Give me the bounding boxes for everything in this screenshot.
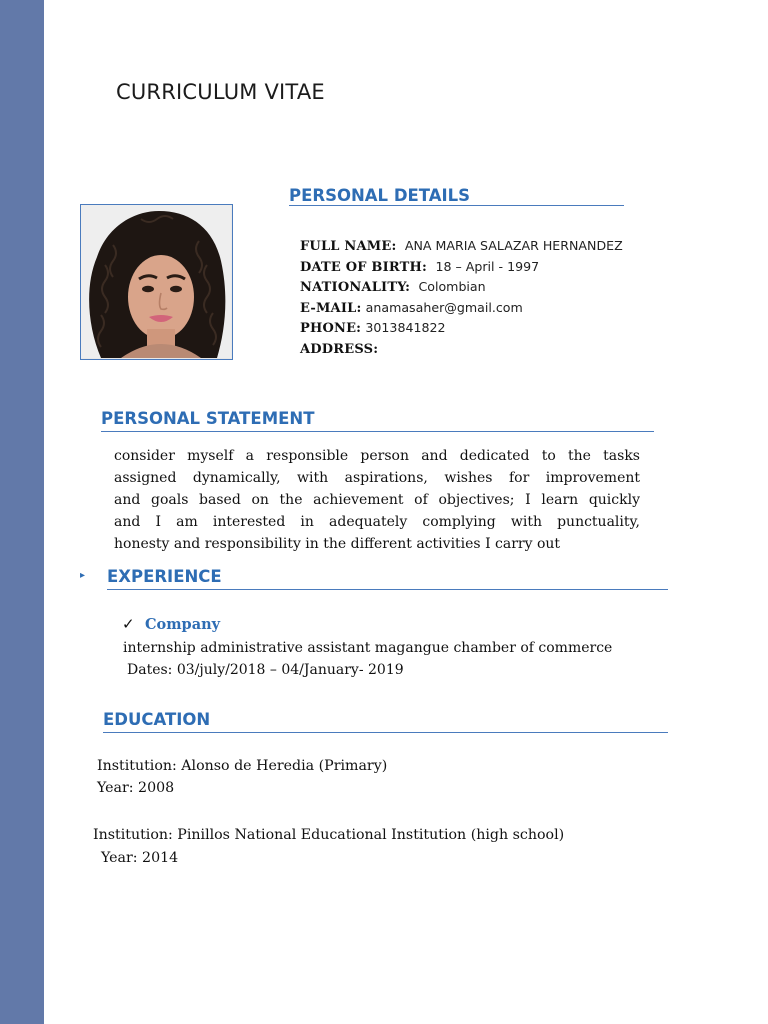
- education-heading: EDUCATION: [103, 710, 211, 729]
- statement-line: and goals based on the achievement of objectives; I learn quickly: [114, 492, 640, 508]
- education-institution: Institution: Pinillos National Educational Institution (high school): [93, 827, 565, 843]
- company-label: Company: [145, 616, 221, 633]
- statement-line: honesty and responsibility in the different activities I carry out: [114, 536, 561, 552]
- personal-details-list: [300, 236, 623, 360]
- experience-rule: [107, 589, 668, 590]
- statement-line: consider myself a responsible person and dedicated to the tasks: [114, 448, 640, 464]
- left-color-bar: [0, 0, 44, 1024]
- detail-label: PHONE:: [300, 321, 362, 337]
- detail-address: [300, 339, 623, 360]
- profile-photo: [80, 204, 233, 360]
- checkmark-icon: ✓: [122, 615, 135, 633]
- detail-value: 3013841822: [365, 320, 446, 336]
- statement-line: and I am interested in adequately complying with punctuality,: [114, 514, 640, 530]
- profile-photo-illustration: [81, 205, 231, 358]
- detail-label: FULL NAME:: [300, 239, 397, 254]
- detail-email: [300, 298, 623, 319]
- detail-label: DATE OF BIRTH:: [300, 259, 428, 275]
- personal-details-rule: [289, 205, 624, 206]
- detail-value: Colombian: [418, 279, 486, 295]
- experience-description: internship administrative assistant magangue chamber of commerce: [123, 640, 613, 656]
- detail-value: anamasaher@gmail.com: [365, 299, 523, 315]
- education-institution: Institution: Alonso de Heredia (Primary): [97, 758, 388, 774]
- experience-heading: EXPERIENCE: [107, 567, 222, 586]
- detail-label: E-MAIL:: [300, 300, 362, 316]
- personal-statement-rule: [101, 431, 654, 432]
- detail-phone: [300, 318, 623, 339]
- detail-value: ANA MARIA SALAZAR HERNANDEZ: [404, 238, 623, 253]
- detail-label: NATIONALITY:: [300, 280, 411, 296]
- education-rule: [103, 732, 668, 733]
- document-title: CURRICULUM VITAE: [116, 80, 325, 104]
- detail-full-name: [300, 236, 623, 257]
- detail-label: ADDRESS:: [300, 341, 379, 357]
- experience-bullet-icon: ▸: [80, 570, 86, 581]
- detail-value: 18 – April - 1997: [435, 258, 540, 274]
- education-year: Year: 2008: [97, 780, 175, 796]
- detail-date-of-birth: [300, 257, 623, 278]
- detail-nationality: [300, 277, 623, 298]
- education-year: Year: 2014: [101, 850, 179, 866]
- statement-line: assigned dynamically, with aspirations, wishes for improvement: [114, 470, 640, 486]
- personal-details-heading: PERSONAL DETAILS: [289, 186, 471, 205]
- personal-statement-text: [114, 445, 640, 555]
- personal-statement-heading: PERSONAL STATEMENT: [101, 409, 315, 428]
- experience-dates: Dates: 03/july/2018 – 04/January- 2019: [127, 662, 404, 678]
